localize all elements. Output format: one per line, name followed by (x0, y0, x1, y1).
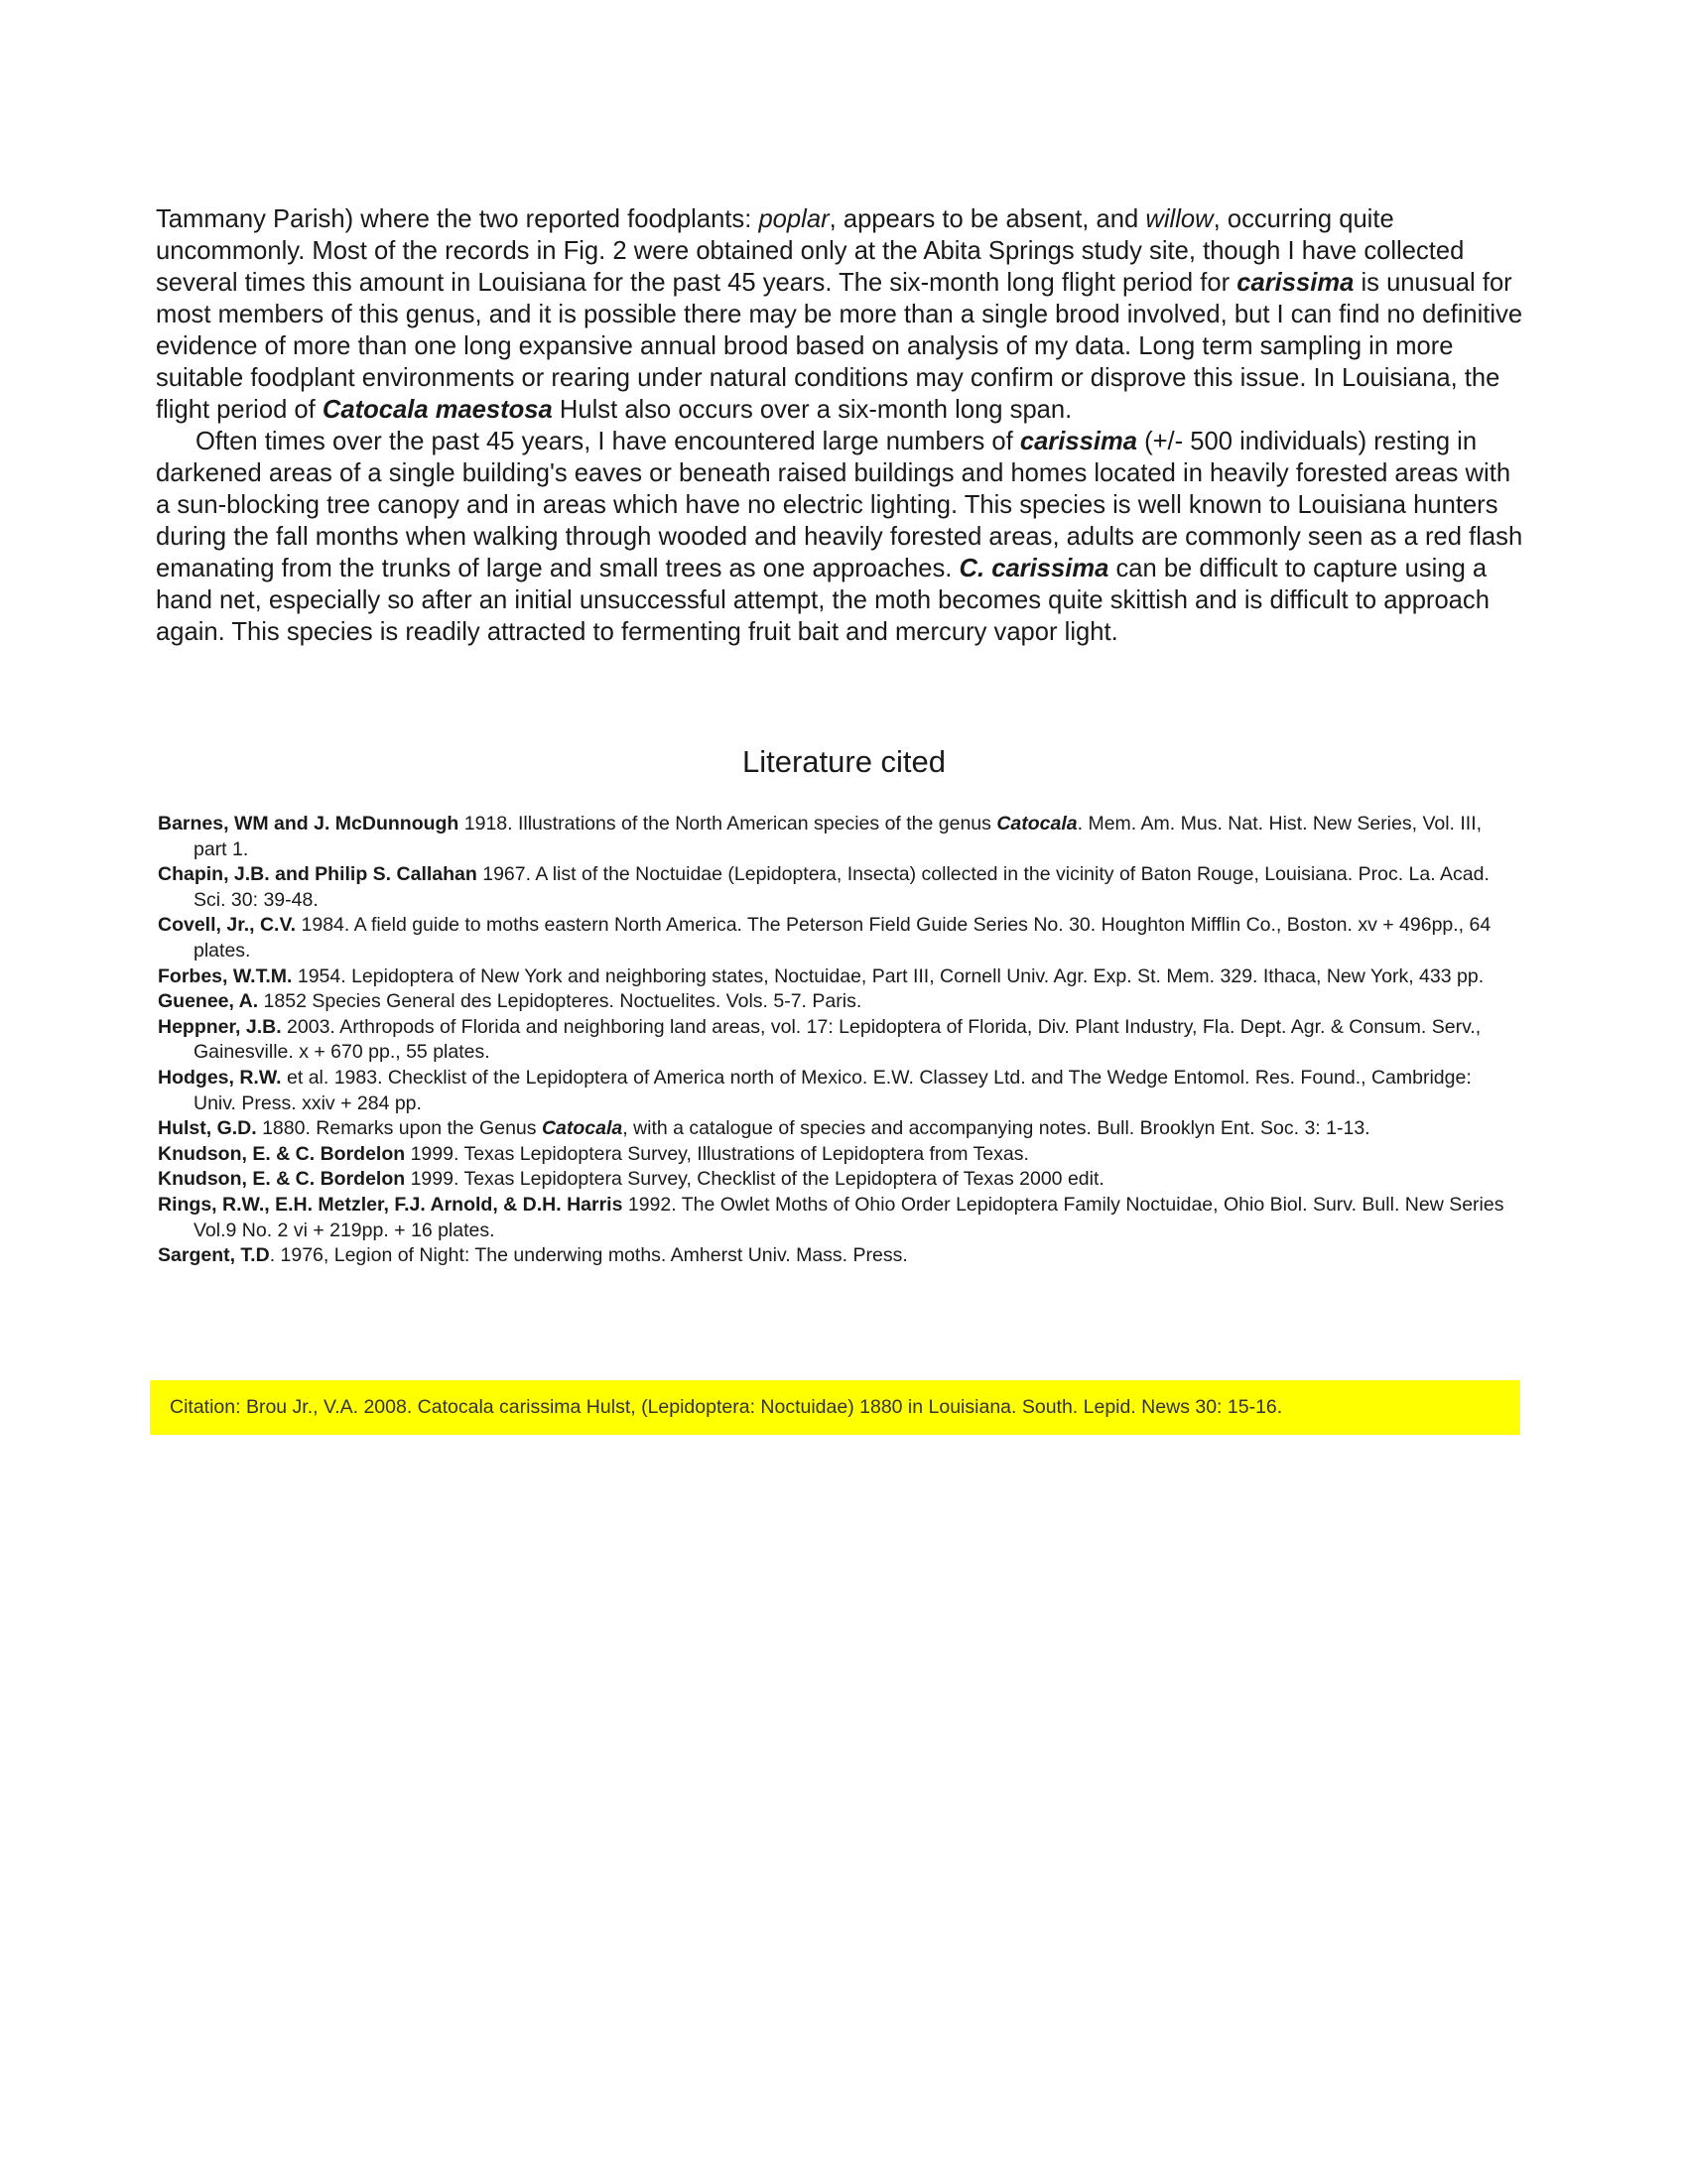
p2-carissima: carissima (1019, 428, 1137, 455)
reference-genus: Catocala (541, 1117, 623, 1140)
literature-heading: Literature cited (741, 744, 947, 779)
reference-author: Knudson, E. & C. Bordelon (158, 1142, 406, 1165)
reference-author: Hulst, G.D. (158, 1117, 257, 1140)
reference-author: Sargent, T.D (158, 1244, 270, 1267)
reference-text: 1880. Remarks upon the Genus (256, 1117, 542, 1140)
p1-poplar: poplar (758, 205, 830, 233)
reference-author: Chapin, J.B. and Philip S. Callahan (158, 863, 477, 886)
reference-item (158, 1015, 1507, 1066)
reference-text: 1954. Lepidoptera of New York and neighboring states, Noctuidae, Part III, Cornell Univ. Agr. Exp. St. Mem. 329. Ithaca, New York, 433 pp. (292, 964, 1485, 987)
reference-author: Barnes, WM and J. McDunnough (158, 813, 459, 835)
p1-maestosa: Catocala maestosa (322, 396, 553, 424)
p1-text-4: is unusual for most members of this genus, and it is possible there may be more than a single brood involved, but I can find no definitive evidence of more than one long expansive annual brood based on analysis of my data. Long term sampling in more suitable foodplant environments or rearing under natural conditions may confirm or disprove this issue. In Louisiana, the flight period of (156, 269, 1523, 424)
reference-author: Guenee, A. (158, 990, 259, 1013)
reference-item (158, 1193, 1507, 1243)
reference-item (158, 964, 1507, 990)
reference-item (158, 1243, 1507, 1269)
paragraph-1 (156, 203, 1525, 426)
reference-text: 1999. Texas Lepidoptera Survey, Illustrations of Lepidoptera from Texas. (405, 1142, 1029, 1165)
reference-genus: Catocala (996, 813, 1078, 835)
p2-c-carissima: C. carissima (959, 555, 1109, 582)
reference-item (158, 989, 1507, 1015)
body-text (156, 203, 1525, 648)
reference-author: Rings, R.W., E.H. Metzler, F.J. Arnold, & D.H. Harris (158, 1193, 623, 1216)
p2-text-3: can be difficult to capture using a hand net, especially so after an initial unsuccessful attempt, the moth becomes quite skittish and is difficult to approach again. This species is readily attracted to fermenting fruit bait and mercury vapor light. (156, 555, 1490, 646)
p1-text-5: Hulst also occurs over a six-month long span. (552, 396, 1073, 424)
reference-item (158, 812, 1507, 862)
reference-item (158, 1167, 1507, 1193)
p1-willow: willow (1145, 205, 1214, 233)
reference-text-2: , with a catalogue of species and accompanying notes. Bull. Brooklyn Ent. Soc. 3: 1-13. (622, 1117, 1370, 1140)
paragraph-2 (156, 426, 1525, 648)
p2-text-2: (+/- 500 individuals) resting in darkened areas of a single building's eaves or beneath raised buildings and homes located in heavily forested areas with a sun-blocking tree canopy and in areas which have no electric lighting. This species is well known to Louisiana hunters during the fall months when walking through wooded and heavily forested areas, adults are commonly seen as a red flash emanating from the trunks of large and small trees as one approaches. (156, 428, 1523, 582)
p2-text-1: Often times over the past 45 years, I have encountered large numbers of (195, 428, 1020, 455)
reference-author: Covell, Jr., C.V. (158, 914, 297, 937)
citation-box (150, 1380, 1520, 1435)
reference-text: 1992. The Owlet Moths of Ohio Order Lepidoptera Family Noctuidae, Ohio Biol. Surv. Bull. New Series Vol.9 No. 2 vi + 219pp. + 16 plates. (194, 1193, 1504, 1241)
reference-text: 1918. Illustrations of the North American species of the genus (458, 813, 997, 835)
reference-text: 2003. Arthropods of Florida and neighboring land areas, vol. 17: Lepidoptera of Florida, Div. Plant Industry, Fla. Dept. Agr. & Consum. Serv., Gainesville. x + 670 pp., 55 plates. (194, 1015, 1482, 1064)
p1-text-1: Tammany Parish) where the two reported foodplants: (156, 205, 759, 233)
reference-item (158, 1116, 1507, 1142)
p1-text-2: , appears to be absent, and (829, 205, 1146, 233)
reference-list (158, 812, 1507, 1269)
reference-item (158, 913, 1507, 964)
reference-item (158, 862, 1507, 913)
reference-text: . 1976, Legion of Night: The underwing moths. Amherst Univ. Mass. Press. (269, 1244, 908, 1267)
reference-text-2: . Mem. Am. Mus. Nat. Hist. New Series, Vol. III, part 1. (194, 813, 1483, 860)
reference-text: 1967. A list of the Noctuidae (Lepidoptera, Insecta) collected in the vicinity of Baton Rouge, Louisiana. Proc. La. Acad. Sci. 30: 39-48. (194, 863, 1490, 911)
reference-author: Heppner, J.B. (158, 1015, 282, 1038)
reference-author: Forbes, W.T.M. (158, 964, 293, 987)
reference-author: Hodges, R.W. (158, 1066, 282, 1089)
p1-text-3: , occurring quite uncommonly. Most of the records in Fig. 2 were obtained only at the Abita Springs study site, though I have collected several times this amount in Louisiana for the past 45 years. The six-month long flight period for (156, 205, 1465, 297)
reference-item (158, 1142, 1507, 1168)
citation-text: Citation: Brou Jr., V.A. 2008. Catocala carissima Hulst, (Lepidoptera: Noctuidae) 1880 in Louisiana. South. Lepid. News 30: 15-16. (170, 1396, 1283, 1418)
reference-author: Knudson, E. & C. Bordelon (158, 1168, 406, 1191)
reference-item (158, 1066, 1507, 1116)
reference-text: 1852 Species General des Lepidopteres. Noctuelites. Vols. 5-7. Paris. (258, 990, 862, 1013)
reference-text: 1999. Texas Lepidoptera Survey, Checklist of the Lepidoptera of Texas 2000 edit. (405, 1168, 1104, 1191)
reference-text: et al. 1983. Checklist of the Lepidoptera of America north of Mexico. E.W. Classey Ltd. and The Wedge Entomol. Res. Found., Cambridge: Univ. Press. xxiv + 284 pp. (194, 1066, 1472, 1114)
p1-carissima: carissima (1236, 269, 1355, 297)
reference-text: 1984. A field guide to moths eastern North America. The Peterson Field Guide Series No. 30. Houghton Mifflin Co., Boston. xv + 496pp., 64 plates. (194, 914, 1492, 962)
